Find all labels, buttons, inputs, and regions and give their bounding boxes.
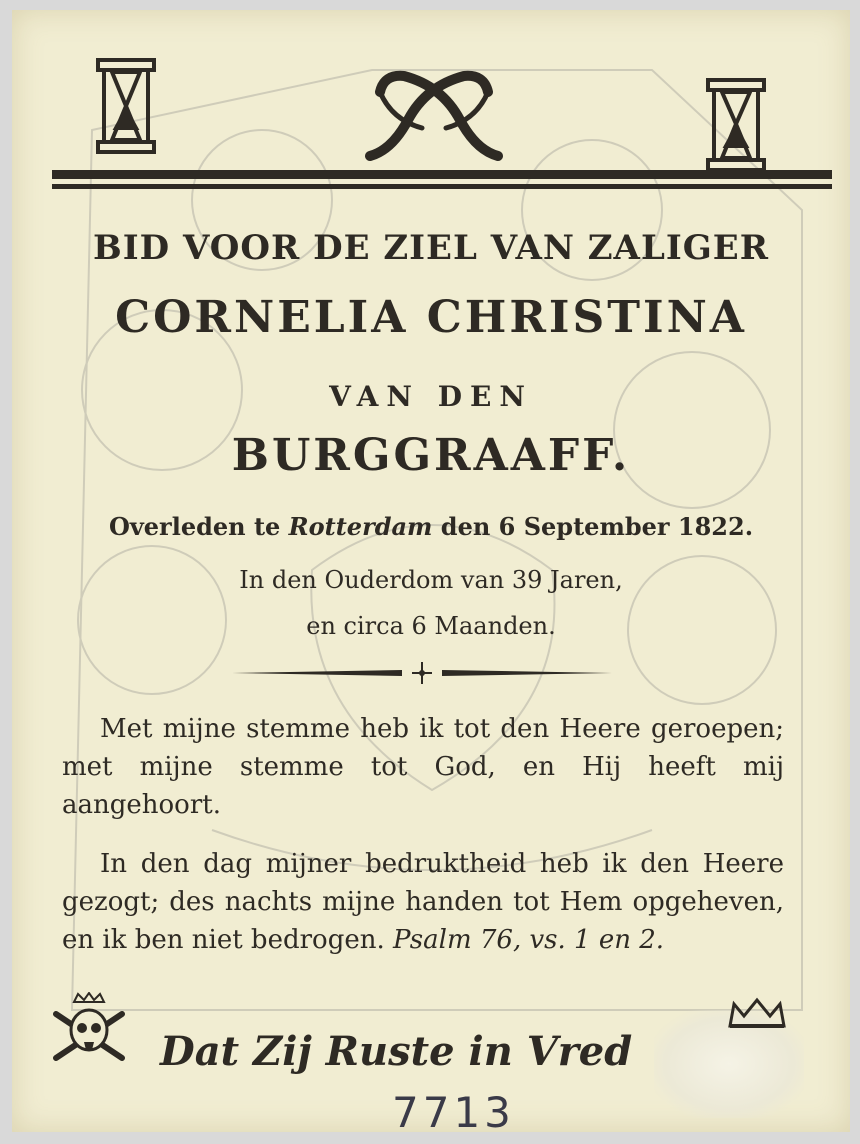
age-line-1: In den Ouderdom van 39 Jaren, — [239, 566, 623, 594]
death-date: den 6 September 1822. — [440, 512, 754, 541]
top-rule — [52, 170, 832, 189]
closing-line: Dat Zij Ruste in Vred — [160, 1028, 633, 1075]
header-text: BID VOOR DE ZIEL VAN ZALIGER — [93, 228, 769, 268]
verse-paragraph-2 — [62, 845, 784, 959]
death-prefix: Overleden te — [108, 512, 281, 541]
verse-paragraph-1: Met mijne stemme heb ik tot den Heere geroepen; met mijne stemme tot God, en Hij heeft mij aangehoort. — [62, 714, 784, 820]
memorial-card — [12, 10, 850, 1137]
hourglass-right-icon — [708, 80, 764, 170]
death-city: Rotterdam — [288, 512, 433, 541]
name-line-2: VAN DEN — [329, 380, 533, 413]
crossed-branches-icon — [370, 76, 498, 156]
verse-paragraph-2-text: In den dag mijner bedruktheid heb ik den Heere gezogt; des nachts mijne handen tot Hem opgeheven, en ik ben niet bedrogen. — [62, 849, 784, 955]
age-line-2: en circa 6 Maanden. — [306, 612, 556, 640]
skull-crossbones-icon — [46, 992, 132, 1070]
hourglass-left-icon — [98, 60, 154, 152]
ornamental-divider — [232, 658, 612, 688]
name-line-3: BURGGRAAFF. — [231, 430, 631, 481]
crown-icon — [724, 996, 790, 1030]
verse-reference: Psalm 76, vs. 1 en 2. — [393, 925, 665, 955]
name-line-1: CORNELIA CHRISTINA — [115, 292, 747, 343]
archive-number: 7713 — [392, 1088, 515, 1137]
top-ornament — [12, 10, 850, 220]
death-line — [12, 512, 850, 541]
